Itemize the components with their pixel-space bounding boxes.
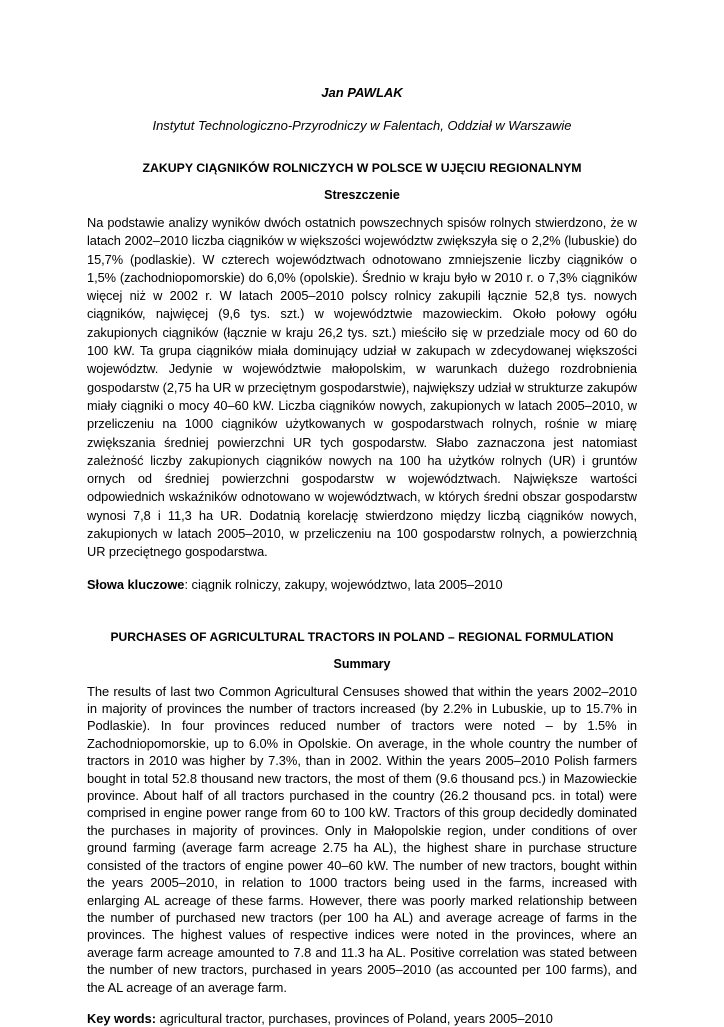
keywords-english bbox=[87, 1010, 637, 1027]
title-polish: ZAKUPY CIĄGNIKÓW ROLNICZYCH W POLSCE W UJĘCIU REGIONALNYM bbox=[142, 161, 582, 175]
abstract-heading-english: Summary bbox=[333, 656, 391, 671]
title-english: PURCHASES OF AGRICULTURAL TRACTORS IN POLAND – REGIONAL FORMULATION bbox=[110, 629, 614, 644]
abstract-polish: Na podstawie analizy wyników dwóch ostatnich powszechnych spisów rolnych stwierdzono, że w latach 2002–2010 liczba ciągników w większości województw zwiększyła się o 2,2% (lubuskie) do 15,7% (podlaskie). W czterech województwach odnotowano zmniejszenie liczby ciągników o 1,5% (zachodniopomorskie) do 6,0% (opolskie). Średnio w kraju było w 2010 r. o 7,3% ciągników więcej niż w 2002 r. W latach 2005–2010 polscy rolnicy zakupili łącznie 52,8 tys. nowych ciągników, najwięcej (9,6 tys. szt.) w województwie mazowieckim. Około połowy ogółu zakupionych ciągników (łącznie w kraju 26,2 tys. szt.) mieściło się w przedziale mocy od 60 do 100 kW. Ta grupa ciągników miała dominujący udział w zakupach w zdecydowanej większości województw. Jedynie w województwie małopolskim, w warunkach dużego rozdrobnienia gospodarstw (2,75 ha UR w przeciętnym gospodarstwie), największy udział w strukturze zakupów miały ciągniki o mocy 40–60 kW. Liczba ciągników nowych, zakupionych w latach 2005–2010, w przeliczeniu na 1000 ciągników użytkowanych w gospodarstwach rolnych, rośnie w miarę zwiększania średniej powierzchni UR tych gospodarstw. Słabo zaznaczona jest natomiast zależność liczby zakupionych ciągników nowych na 100 ha użytków rolnych (UR) i gruntów ornych od średniej powierzchni gospodarstw w województwach. Największe wartości odpowiednich wskaźników odnotowano w województwach, w których średni obszar gospodarstw wynosi 7,8 i 11,3 ha UR. Dodatnią korelację stwierdzono między liczbą ciągników nowych, zakupionych w latach 2005–2010, w przeliczeniu na 100 gospodarstw rolnych, a powierzchnią UR przeciętnego gospodarstwa. bbox=[87, 215, 637, 560]
abstract-english: The results of last two Common Agricultural Censuses showed that within the years 2002–2010 in majority of provinces the number of tractors increased (by 2.2% in Lubuskie, up to 15.7% in Podlaskie). In four provinces reduced number of tractors were noted – by 1.5% in Zachodniopomorskie, up to 6.0% in Opolskie. On average, in the whole country the number of tractors in 2010 was higher by 7.3%, than in 2002. Within the years 2005–2010 Polish farmers bought in total 52.8 thousand new tractors, the most of them (9.6 thousand pcs.) in Mazowieckie province. About half of all tractors purchased in the country (26.2 thousand pcs. in total) were comprised in engine power range from 60 to 100 kW. Tractors of this group decidedly dominated the purchases in majority of provinces. Only in Małopolskie region, under conditions of over ground farming (average farm acreage 2.75 ha AL), the highest share in purchase structure consisted of the tractors of engine power 40–60 kW. The number of new tractors, bought within the years 2005–2010, in relation to 1000 tractors being used in the farms, increased with enlarging AL acreage of these farms. However, there was poorly marked relationship between the number of purchased new tractors (per 100 ha AL) and average acreage of farms in the provinces. The highest values of respective indices were noted in the provinces, where an average farm acreage amounted to 7.8 and 11.3 ha AL. Positive correlation was stated between the number of new tractors, purchased in years 2005–2010 (as accounted per 100 farms), and the AL acreage of an average farm. bbox=[87, 683, 637, 995]
keywords-list-polish: : ciągnik rolniczy, zakupy, województwo, lata 2005–2010 bbox=[184, 576, 503, 592]
abstract-heading-polish: Streszczenie bbox=[324, 188, 400, 202]
keywords-polish bbox=[87, 576, 637, 593]
keywords-list-english: agricultural tractor, purchases, provinces of Poland, years 2005–2010 bbox=[155, 1010, 553, 1026]
author-affiliation: Instytut Technologiczno-Przyrodniczy w Falentach, Oddział w Warszawie bbox=[152, 118, 572, 133]
author-name: Jan PAWLAK bbox=[321, 85, 403, 100]
keywords-label-english: Key words: bbox=[87, 1010, 156, 1026]
paper-page bbox=[87, 84, 637, 1027]
keywords-label-polish: Słowa kluczowe bbox=[87, 576, 185, 592]
